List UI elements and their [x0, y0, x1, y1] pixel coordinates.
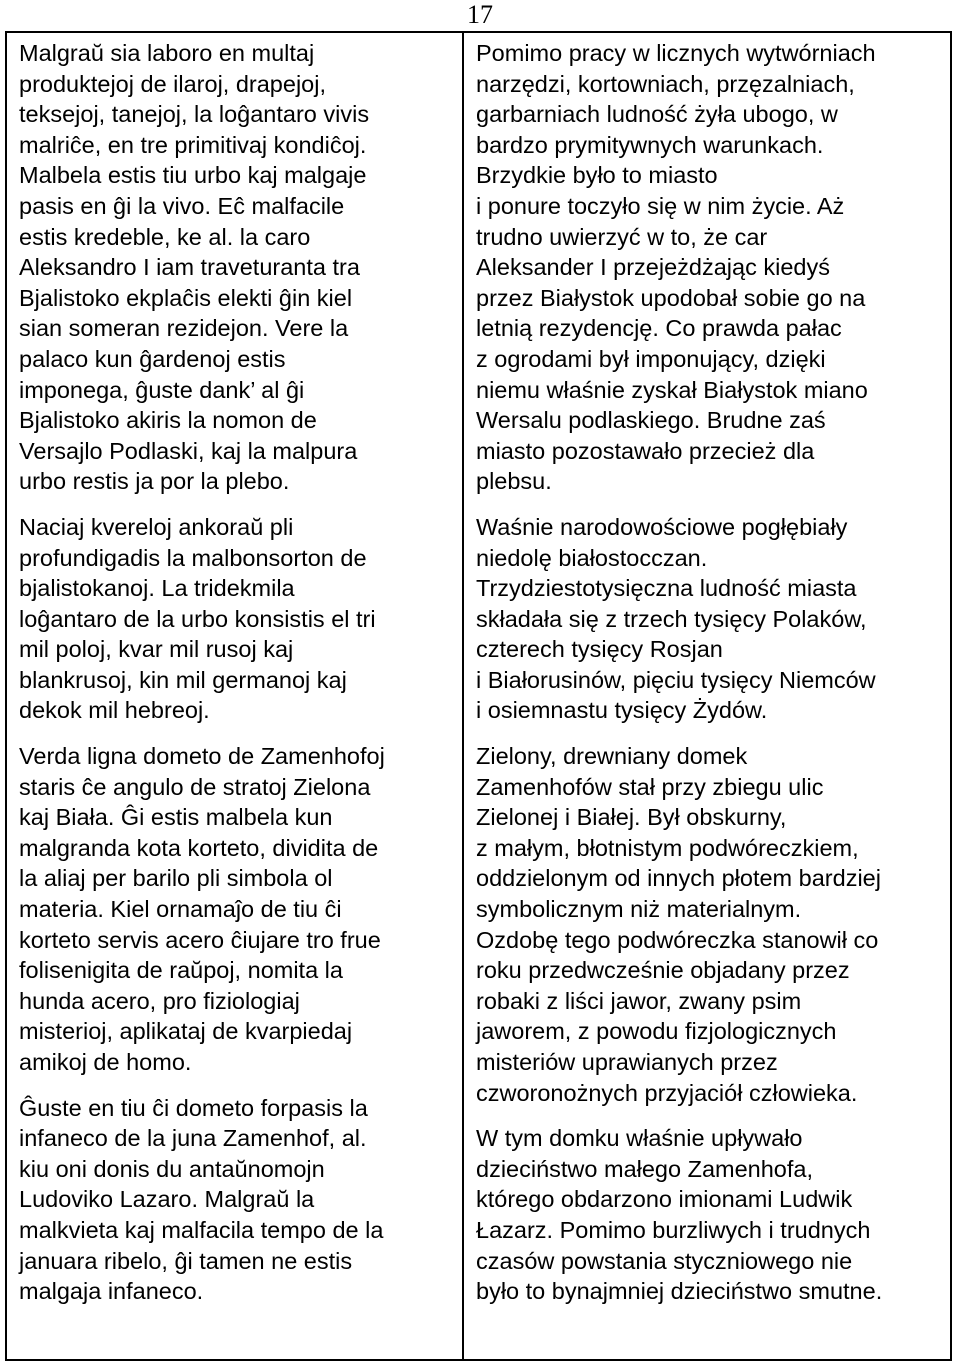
text-line: symbolicznym niż materialnym. — [476, 896, 802, 923]
text-line: malkvieta kaj malfacila tempo de la — [19, 1216, 384, 1243]
text-line: bjalistokanoj. La tridekmila — [19, 575, 295, 602]
text-line: którego obdarzono imionami Ludwik — [476, 1186, 853, 1213]
text-line: było to bynajmniej dzieciństwo smutne. — [476, 1278, 883, 1305]
text-line: Bjalistoko akiris la nomon de — [19, 407, 317, 434]
text-line: infaneco de la juna Zamenhof, al. — [19, 1125, 367, 1152]
text-line: loĝantaro de la urbo konsistis el tri — [19, 605, 376, 632]
text-line: z małym, błotnistym podwóreczkiem, — [476, 834, 859, 861]
text-line: Verda ligna dometo de Zamenhofoj — [19, 743, 385, 770]
text-line: i osiemnastu tysięcy Żydów. — [476, 697, 768, 724]
text-line: malgaja infaneco. — [19, 1278, 204, 1305]
text-line: czasów powstania styczniowego nie — [476, 1247, 853, 1274]
text-line: profundigadis la malbonsorton de — [19, 544, 367, 571]
text-line: roku przedwcześnie objadany przez — [476, 957, 850, 984]
text-line: Bjalistoko ekplaĉis elekti ĝin kiel — [19, 284, 353, 311]
text-line: Zielony, drewniany domek — [476, 743, 748, 770]
text-line: Versajlo Podlaski, kaj la malpura — [19, 437, 358, 464]
text-line: garbarniach ludność żyła ubogo, w — [476, 101, 838, 128]
text-line: januara ribelo, ĝi tamen ne estis — [19, 1247, 353, 1274]
text-line: Łazarz. Pomimo burzliwych i trudnych — [476, 1216, 871, 1243]
text-line: urbo restis ja por la plebo. — [19, 468, 290, 495]
paragraph — [19, 1093, 454, 1307]
text-line: pasis en ĝi la vivo. Eĉ malfacile — [19, 192, 345, 219]
paragraph — [476, 512, 942, 726]
text-line: Trzydziestotysięczna ludność miasta — [476, 575, 857, 602]
paragraph — [476, 38, 942, 497]
text-line: z ogrodami był imponujący, dzięki — [476, 345, 826, 372]
text-line: Naciaj kvereloj ankoraŭ pli — [19, 513, 294, 540]
text-line: Ĝuste en tiu ĉi dometo forpasis la — [19, 1094, 368, 1121]
text-line: imponega, ĝuste dank’ al ĝi — [19, 376, 305, 403]
text-line: kiu oni donis du antaŭnomojn — [19, 1155, 325, 1182]
text-line: misterioj, aplikataj de kvarpiedaj — [19, 1018, 353, 1045]
paragraph — [476, 741, 942, 1108]
text-line: składała się z trzech tysięcy Polaków, — [476, 605, 867, 632]
esperanto-column — [7, 33, 464, 1359]
text-line: malgranda kota korteto, dividita de — [19, 834, 379, 861]
text-line: amikoj de homo. — [19, 1049, 192, 1075]
text-line: i Białorusinów, pięciu tysięcy Niemców — [476, 666, 876, 693]
text-line: Ozdobę tego podwóreczka stanowił co — [476, 926, 879, 953]
text-line: czworonożnych przyjaciół człowieka. — [476, 1079, 858, 1106]
text-line: jaworem, z powodu fizjologicznych — [476, 1018, 837, 1045]
paragraph — [476, 1123, 942, 1307]
text-line: mil poloj, kvar mil rusoj kaj — [19, 636, 294, 663]
text-line: przez Białystok upodobał sobie go na — [476, 284, 866, 311]
text-line: blankrusoj, kin mil germanoj kaj — [19, 666, 347, 693]
text-line: trudno uwierzyć w to, że car — [476, 223, 768, 250]
paragraph — [19, 38, 454, 497]
text-line: palaco kun ĝardenoj estis — [19, 345, 286, 372]
bilingual-text-table — [5, 31, 952, 1361]
text-line: Waśnie narodowościowe pogłębiały — [476, 513, 848, 540]
text-line: i ponure toczyło się w nim życie. Aż — [476, 192, 845, 219]
text-line: Zielonej i Białej. Był obskurny, — [476, 804, 787, 831]
polish-column — [464, 33, 950, 1359]
text-line: Malbela estis tiu urbo kaj malgaje — [19, 162, 367, 189]
text-line: W tym domku właśnie upływało — [476, 1125, 803, 1152]
text-line: folisenigita de raŭpoj, nomita la — [19, 957, 343, 984]
text-line: korteto servis acero ĉiujare tro frue — [19, 926, 381, 953]
text-line: letnią rezydencję. Co prawda pałac — [476, 315, 842, 342]
text-line: Malgraŭ sia laboro en multaj — [19, 40, 315, 66]
text-line: Zamenhofów stał przy zbiegu ulic — [476, 773, 824, 800]
paragraph — [19, 741, 454, 1078]
text-line: czterech tysięcy Rosjan — [476, 636, 723, 663]
text-line: narzędzi, kortowniach, przęzalniach, — [476, 70, 855, 97]
text-line: materia. Kiel ornamaĵo de tiu ĉi — [19, 896, 342, 923]
text-line: kaj Biała. Ĝi estis malbela kun — [19, 804, 333, 831]
text-line: Brzydkie było to miasto — [476, 162, 718, 189]
text-line: plebsu. — [476, 468, 552, 495]
text-line: Aleksander I przejeżdżając kiedyś — [476, 254, 830, 281]
text-line: produktejoj de ilaroj, drapejoj, — [19, 70, 326, 97]
text-line: Wersalu podlaskiego. Brudne zaś — [476, 407, 826, 434]
text-line: niedolę białostocczan. — [476, 544, 708, 571]
text-line: hunda acero, pro fiziologiaj — [19, 987, 300, 1014]
text-line: estis kredeble, ke al. la caro — [19, 223, 311, 250]
paragraph — [19, 512, 454, 726]
text-line: dekok mil hebreoj. — [19, 697, 210, 724]
text-line: Pomimo pracy w licznych wytwórniach — [476, 40, 876, 66]
text-line: bardzo prymitywnych warunkach. — [476, 131, 824, 158]
text-line: niemu właśnie zyskał Białystok miano — [476, 376, 868, 403]
text-line: sian someran rezidejon. Vere la — [19, 315, 349, 342]
text-line: teksejoj, tanejoj, la loĝantaro vivis — [19, 101, 370, 128]
text-line: robaki z liści jawor, zwany psim — [476, 987, 802, 1014]
page-number: 17 — [467, 0, 493, 29]
text-line: la aliaj per barilo pli simbola ol — [19, 865, 333, 892]
text-line: Ludoviko Lazaro. Malgraŭ la — [19, 1186, 315, 1213]
text-line: malriĉe, en tre primitivaj kondiĉoj. — [19, 131, 367, 158]
text-line: miasto pozostawało przecież dla — [476, 437, 815, 464]
text-line: oddzielonym od innych płotem bardziej — [476, 865, 881, 892]
text-line: misteriów uprawianych przez — [476, 1049, 778, 1075]
text-line: dzieciństwo małego Zamenhofa, — [476, 1155, 814, 1182]
text-line: staris ĉe angulo de stratoj Zielona — [19, 773, 371, 800]
text-line: Aleksandro I iam traveturanta tra — [19, 254, 360, 281]
